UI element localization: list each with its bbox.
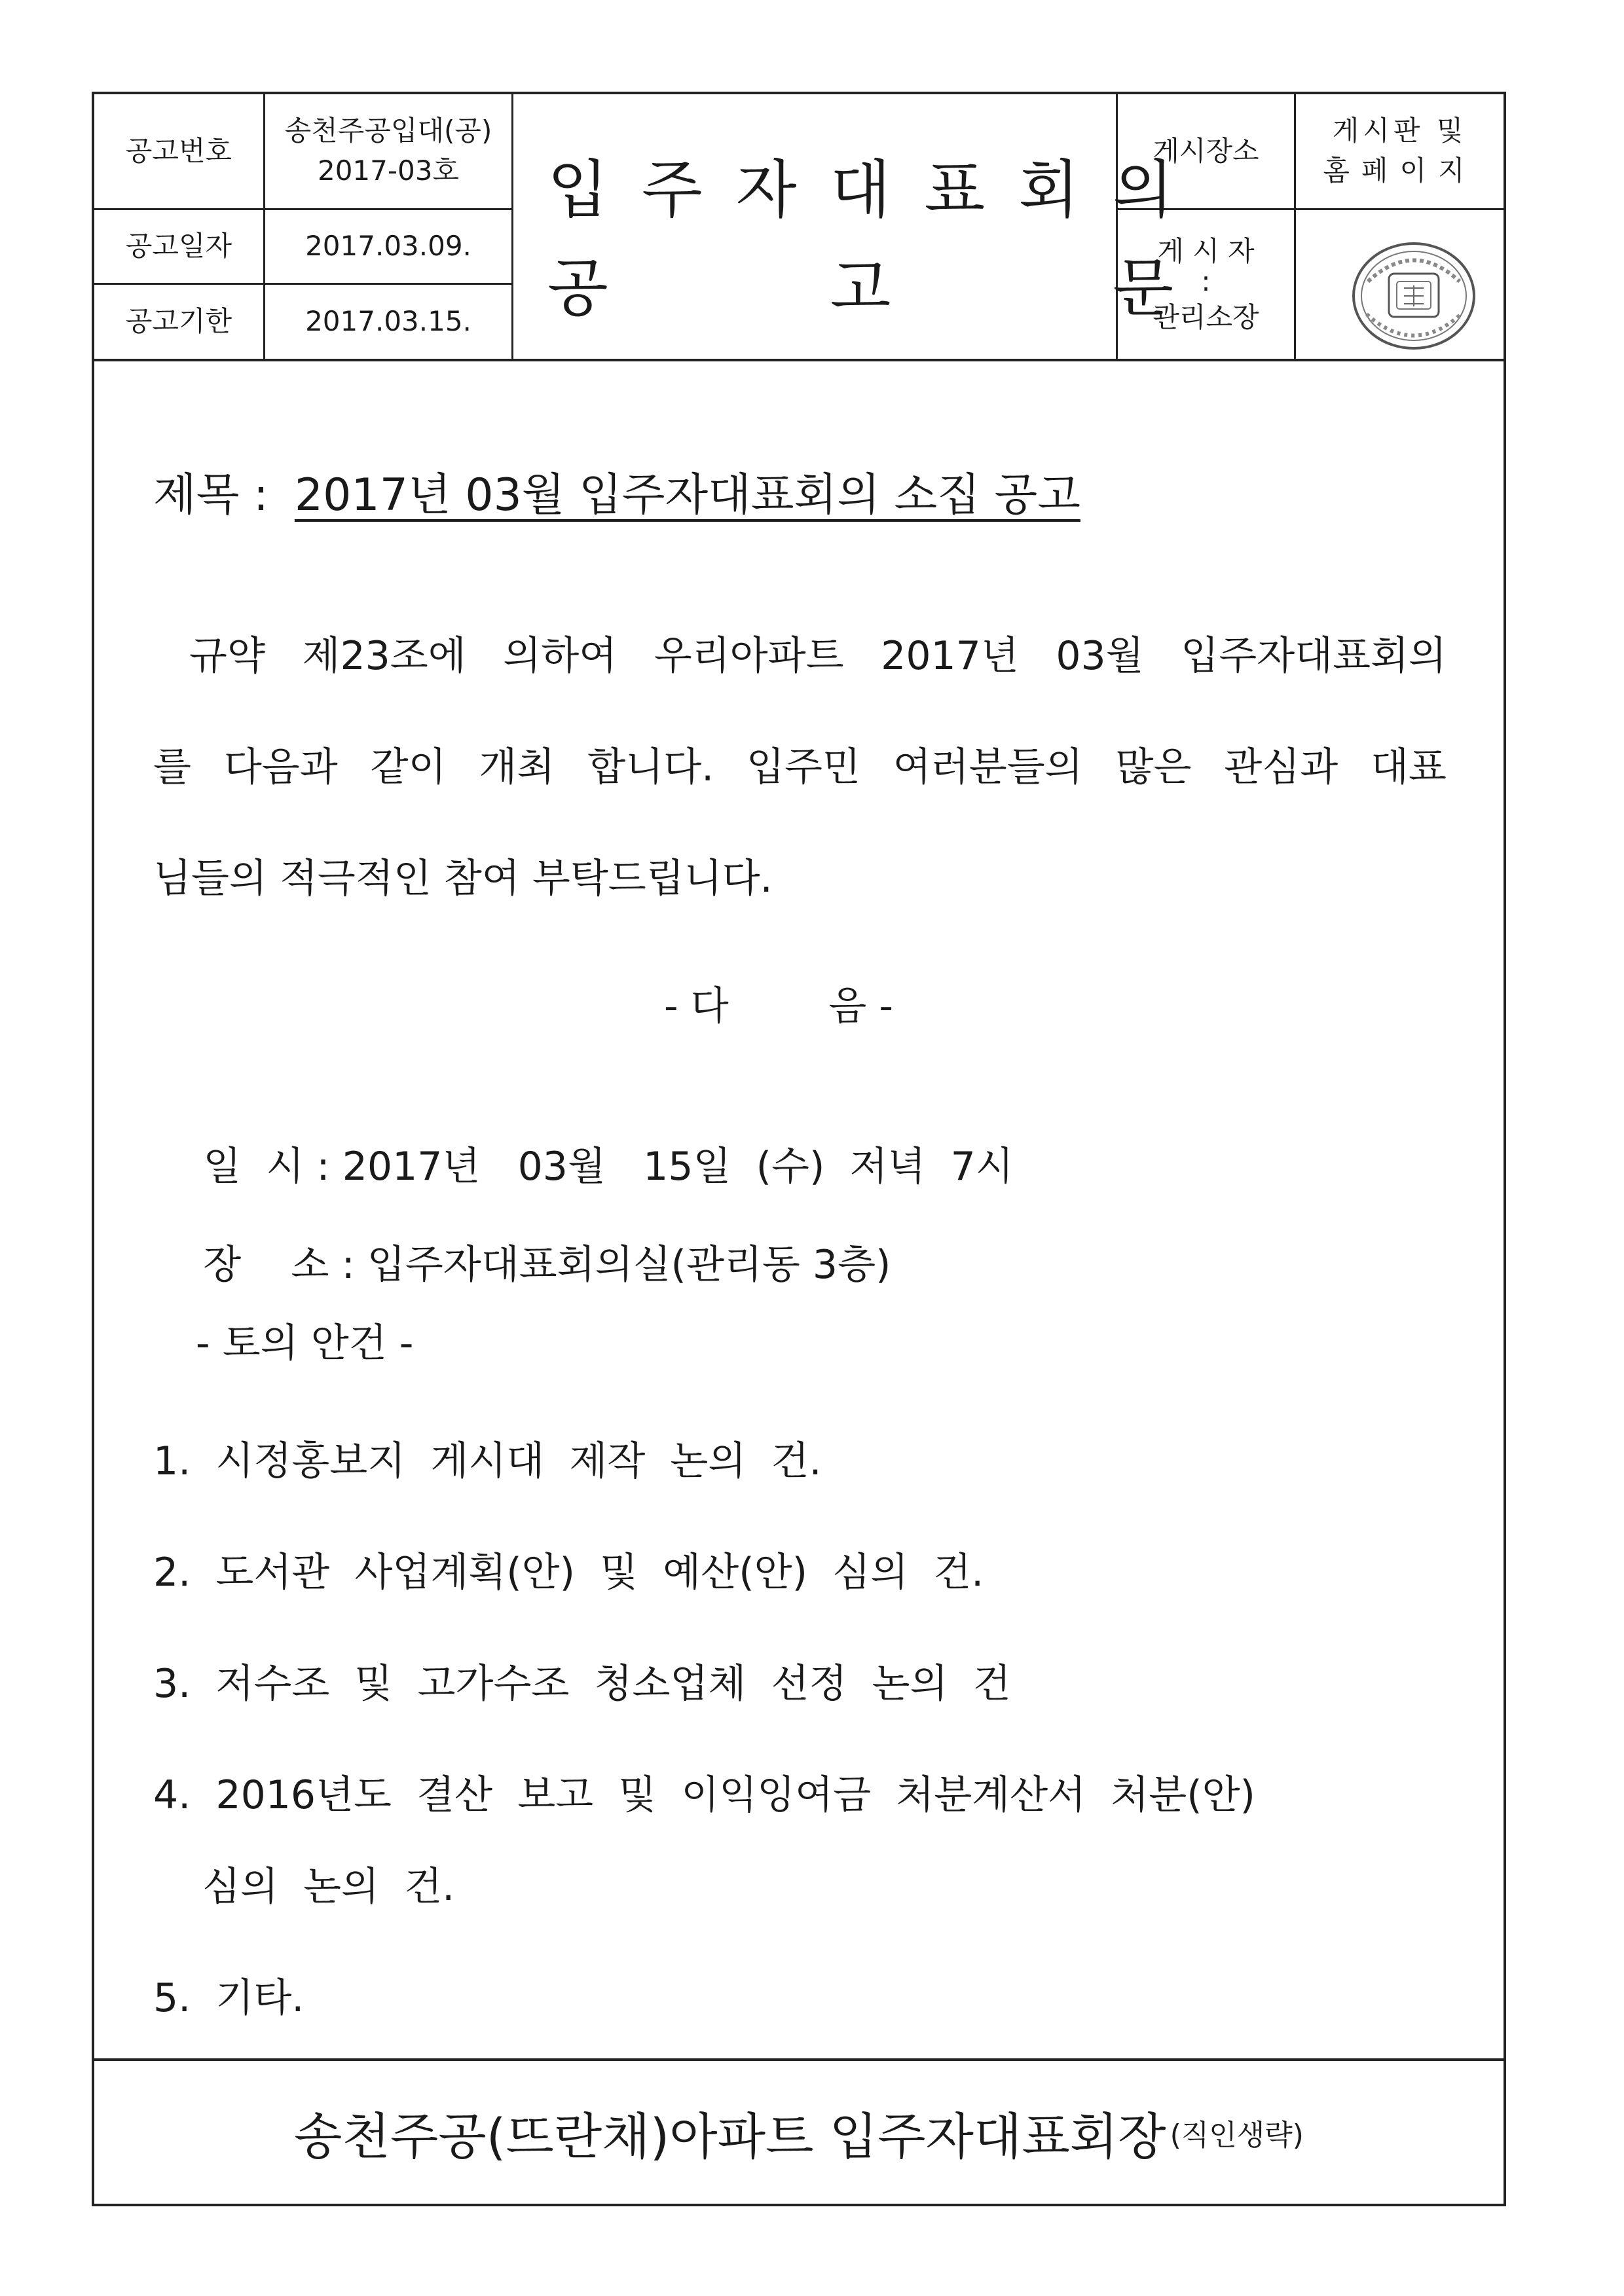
agenda-item: 5. 기타.	[153, 1975, 304, 2021]
notice-date-label: 공고일자	[125, 230, 232, 263]
page-title	[513, 94, 1208, 359]
official-seal-icon	[1342, 236, 1486, 354]
notice-no-label: 공고번호	[125, 134, 232, 167]
footer-signature	[94, 2058, 1504, 2204]
next-heading: - 다 음 -	[664, 983, 893, 1029]
title-line-1: 입 주 자 대 표 회 의	[547, 153, 1173, 227]
agenda-item: 2. 도서관 사업계획(안) 및 예산(안) 심의 건.	[153, 1550, 984, 1595]
notice-frame	[92, 92, 1506, 2206]
agenda-item-continued: 심의 논의 건.	[202, 1864, 455, 1910]
notice-date-value: 2017.03.09.	[305, 230, 471, 263]
poster-label: 게 시 자 : 관리소장	[1153, 235, 1259, 333]
signature-text: 송천주공(뜨란채)아파트 입주자대표회장	[294, 2107, 1166, 2166]
header-table	[94, 94, 1504, 361]
deadline-value: 2017.03.15.	[305, 305, 471, 338]
intro-line-3: 님들의 적극적인 참여 부탁드립니다.	[153, 856, 773, 902]
subject: 제목 : 2017년 03월 입주자대표회의 소집 공고	[153, 469, 1080, 521]
intro-line-2: 를 다음과 같이 개최 합니다. 입주민 여러분들의 많은 관심과 대표	[153, 744, 1447, 790]
agenda-item: 4. 2016년도 결산 보고 및 이익잉여금 처분계산서 처분(안)	[153, 1772, 1255, 1818]
datetime-row: 일 시 : 2017년 03월 15일 (수) 저녁 7시	[203, 1144, 1014, 1190]
intro-line-1: 규약 제23조에 의하여 우리아파트 2017년 03월 입주자대표회의	[189, 633, 1447, 679]
place-row: 장 소 : 입주자대표회의실(관리동 3층)	[203, 1242, 891, 1288]
seal-omitted-note: (직인생략)	[1170, 2119, 1304, 2152]
notice-no-value: 송천주공입대(공) 2017-03호	[284, 115, 492, 187]
agenda-item: 1. 시정홍보지 게시대 제작 논의 건.	[153, 1438, 822, 1484]
agenda-heading: - 토의 안건 -	[196, 1321, 414, 1366]
agenda-item: 3. 저수조 및 고가수조 청소업체 선정 논의 건	[153, 1661, 1011, 1707]
deadline-label: 공고기한	[125, 305, 232, 338]
post-place-value: 게시판 및 홈페이지	[1323, 115, 1477, 187]
post-place-label: 게시장소	[1153, 134, 1259, 167]
title-line-2: 공 고 문	[547, 251, 1173, 325]
